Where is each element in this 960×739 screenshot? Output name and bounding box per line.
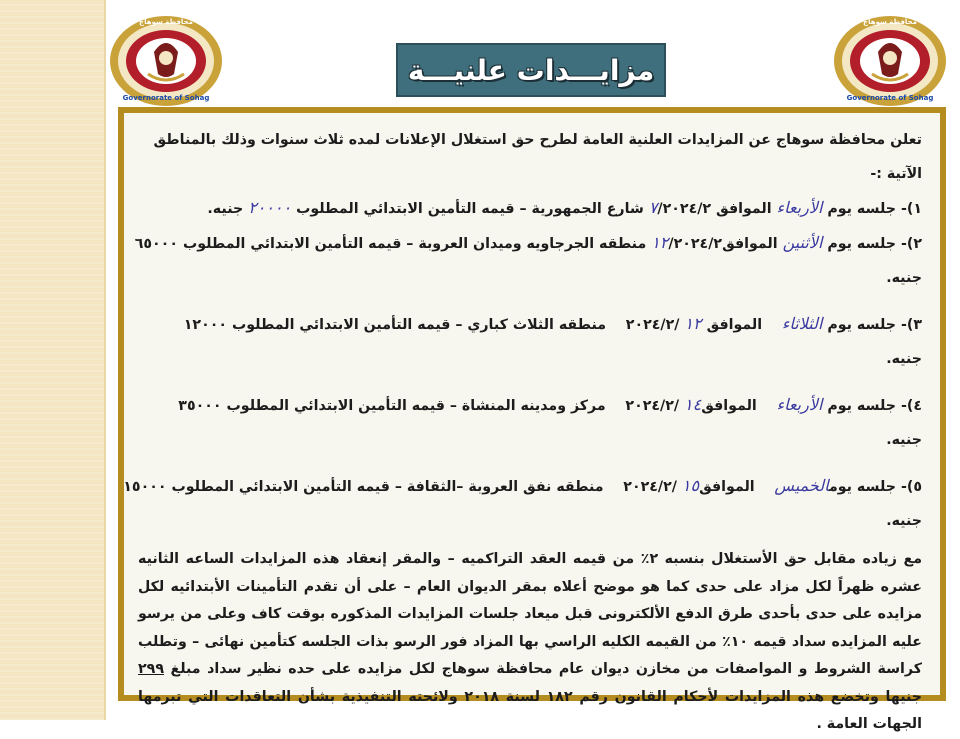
logo-bottom-text: Governorate of Sohag	[846, 94, 934, 102]
item-number: ٤)-	[900, 398, 922, 414]
logo-top-text: محافظة سوهاج	[139, 18, 193, 26]
item-number: ٥)-	[900, 479, 922, 495]
item-prefix: جلسه يوم	[827, 398, 896, 414]
item-date-printed: /٢٠٢٤/٢	[625, 398, 680, 414]
auction-item-3	[138, 307, 922, 342]
item-suffix: جنيه.	[886, 432, 922, 448]
item-number: ٣)-	[900, 317, 922, 333]
item-day-handwritten: الخميس	[774, 476, 829, 495]
page-title-banner	[396, 43, 666, 97]
item-prefix: جلسه يوم	[827, 201, 896, 217]
item-area: مركز ومدينه المنشاة – قيمه التأمين الابتدائي المطلوب	[226, 398, 606, 414]
logo-top-text: محافظة سوهاج	[863, 18, 917, 26]
item-area: منطقه نفق العروبة –الثقافة – قيمه التأمين الابتدائي المطلوب	[171, 479, 604, 495]
auction-item-5	[123, 469, 922, 504]
item-number: ١)-	[900, 201, 922, 217]
document-frame	[118, 107, 946, 732]
item-day-handwritten: الثلاثاء	[781, 314, 823, 333]
document-intro: تعلن محافظة سوهاج عن المزايدات العلنية العامة لطرح حق استغلال الإعلانات لمده ثلاث سنوات وذلك بالمناطق الآتية :-	[153, 132, 922, 182]
item-day-handwritten: الأثنين	[782, 233, 823, 252]
item-date-handwritten: ١٥	[681, 476, 700, 495]
item-date-printed: /٢٠٢٤/٢	[623, 479, 677, 495]
decorative-side-strip	[0, 0, 104, 720]
item-date-printed: /٢٠٢٤/٢	[657, 201, 712, 217]
item-prefix: جلسه يوم	[827, 317, 896, 333]
closing-text-after-price: جنيها وتخضع هذه المزايدات لأحكام القانون رقم ١٨٢ لسنة ٢٠١٨ ولائحته التنفيذية بشأن التعاقدات التي تبرمها الجهات العامة .	[138, 688, 923, 732]
item-amount: ٦٥٠٠٠	[134, 236, 178, 252]
item-date-handwritten: ١٢	[684, 314, 702, 333]
closing-text-before-price: مع زياده مقابل حق الأستغلال بنسبه ٢٪ من قيمه العقد التراكميه – والمقر إنعقاد هذه المزايدات الساعه الثانيه عشره ظهراً لكل مزاد على حدى كما هو موضح أعلاه بمقر الديوان العام – على أن تقدم التأمينات الأبتدائيه لكل مزايده على حدى بأحدى طرق الدفع الألكترونى قبل ميعاد جلسات المزايدات المذكوره بوقت كاف وعلى من يرسو عليه المزايده سداد قيمه ١٠٪ من القيمه الكليه الراسي بها المزاد فور الرسو بذات الجلسه كتأمين نهائى – وتطلب كراسة الشروط و المواصفات من مخازن ديوان عام محافظة سوهاج لكل مزايده على حده نظير سداد مبلغ	[138, 551, 922, 677]
item-date-label: الموافق	[716, 201, 772, 217]
side-strip-edge	[104, 0, 106, 720]
item-date-handwritten: ١٢	[651, 233, 669, 252]
item-date-handwritten: ٧	[648, 198, 658, 217]
item-area: منطقه الثلاث كباري – قيمه التأمين الابتدائي المطلوب	[232, 317, 607, 333]
item-number: ٢)-	[900, 236, 922, 252]
item-date-label: الموافق	[699, 479, 755, 495]
item-suffix: جنيه.	[886, 270, 922, 286]
conditions-booklet-price: ٢٩٩	[138, 661, 164, 677]
item-prefix: جلسه يوم	[827, 236, 896, 252]
document-closing-paragraph	[138, 546, 922, 739]
auction-item-1	[138, 191, 922, 226]
item-suffix: جنيه.	[207, 201, 244, 217]
item-suffix: جنيه.	[886, 351, 922, 367]
item-date-printed: /٢٠٢٤/٢	[668, 236, 723, 252]
item-amount: ١٥٠٠٠	[123, 479, 167, 495]
item-amount: ٣٥٠٠٠	[178, 398, 222, 414]
sohag-governorate-logo-right	[832, 14, 948, 108]
item-prefix: جلسه يوم	[828, 479, 896, 495]
auction-item-4	[138, 388, 922, 423]
auction-announcement-document	[123, 113, 940, 732]
item-amount: ١٢٠٠٠	[183, 317, 228, 333]
item-amount: ٢٠٠٠٠	[248, 198, 292, 217]
item-area: منطقه الجرجاويه وميدان العروبة – قيمه التأمين الابتدائي المطلوب	[182, 236, 647, 252]
side-strip-texture	[0, 0, 104, 720]
sohag-governorate-logo-left	[108, 14, 224, 108]
item-suffix: جنيه.	[886, 513, 922, 529]
item-area: شارع الجمهورية – قيمه التأمين الابتدائي المطلوب	[296, 201, 644, 217]
item-date-printed: /٢٠٢٤/٢	[625, 317, 680, 333]
item-date-label: الموافق	[706, 317, 763, 333]
item-date-handwritten: ١٤	[684, 395, 702, 414]
item-date-label: الموافق	[722, 236, 778, 252]
item-day-handwritten: الأربعاء	[776, 395, 823, 414]
item-date-label: الموافق	[701, 398, 757, 414]
page-title: مزايـــدات علنيـــة	[407, 53, 655, 87]
item-day-handwritten: الأربعاء	[776, 198, 823, 217]
logo-bottom-text: Governorate of Sohag	[122, 94, 210, 102]
auction-item-2	[134, 226, 922, 261]
